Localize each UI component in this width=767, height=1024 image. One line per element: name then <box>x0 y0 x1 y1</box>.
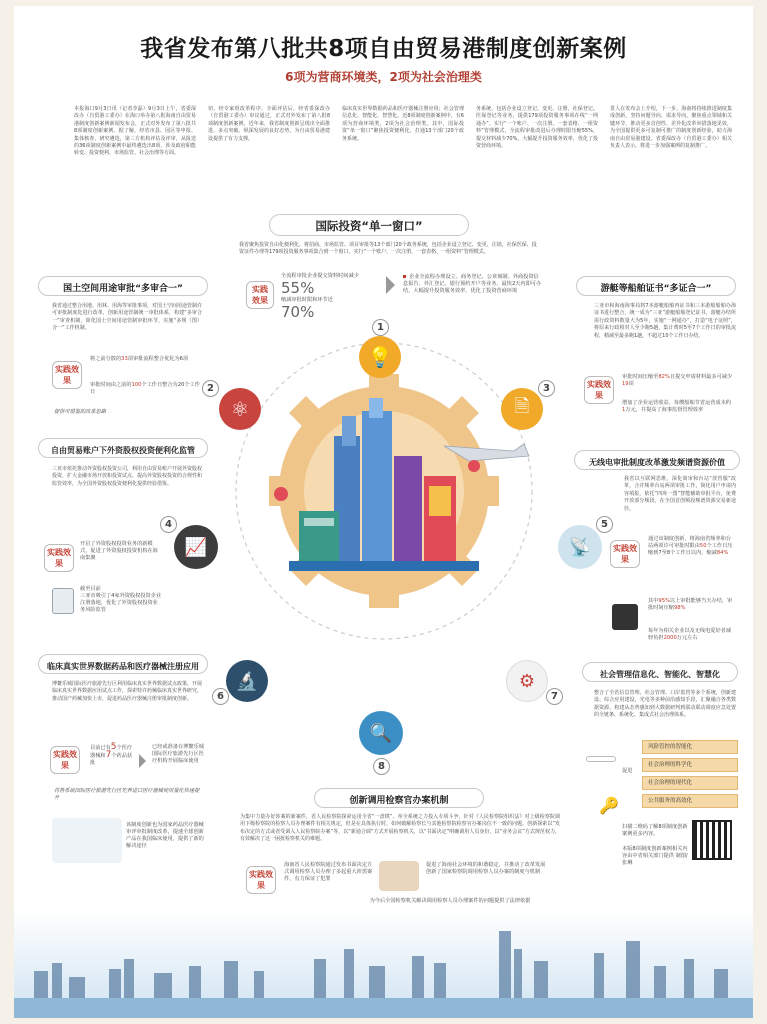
center-stat1-value: 55% <box>281 279 315 297</box>
left2-e2-text: 三亚市吸引了4家外资股权投资企业注册落地，优化了外资股权投资业务风险监管 <box>80 593 162 613</box>
right3-label: 促进 <box>622 768 633 774</box>
right2-effect3 <box>648 628 736 642</box>
right1-badge: 实践效果 <box>584 376 614 404</box>
circle-7 <box>506 660 548 702</box>
document-icon: 🗎 <box>514 396 530 417</box>
right3-item: 风险管控的智能化 <box>642 740 738 754</box>
atom-icon: ⚛ <box>231 397 249 421</box>
network-icon: ⚙ <box>518 670 536 692</box>
right3-badge <box>586 756 616 762</box>
intro-col-4: 务系统，包括企业设立登记、变更、注册，社保登记、医保登记等业务，提供179项投资服务事项在线“一网通办”。实行“一个账户、一次注册、一套表格、一组资料”管理模式，全流程审批改进后办理时限压缩55%，提交材料减少70%，大幅提升投资服务效率，优化了投资营商环境。 <box>476 106 598 150</box>
left3-sub: 该制度创新也为国家药品医疗器械审评审批制度改革，提速全球创新产品在我国临床使用，提供了新的解决途径 <box>126 822 204 849</box>
bottom-effect-right <box>426 862 566 876</box>
right2-tag-text: 无线电审批制度改革激发频谱资源价值 <box>589 458 725 467</box>
key-icon: 🔑 <box>599 796 619 815</box>
center-tag <box>269 214 469 236</box>
number-5: 5 <box>596 516 613 533</box>
right2-badge: 实践效果 <box>610 540 640 568</box>
right2-effect2 <box>648 598 736 612</box>
page-title-wrap <box>14 30 753 85</box>
number-1: 1 <box>372 319 389 336</box>
right2-desc: 我省以互联网思维，深化简审和台站“放管服”改革，合并频率台站两项审批工作，简化用户申请内容填报，依托“四库一图”智能辅助审批平台，免费开放部分频段，在全国首创频段频谱资源交易新途径。 <box>624 476 736 512</box>
left3-effect <box>90 744 136 767</box>
medical-device-illustration <box>52 818 122 863</box>
right2-e3-pre: 每年为相关企业以及无线电爱好者减轻负担 <box>648 628 732 641</box>
right3-credit: 本版8项制度创新案例相关内容由中省相关部门提供 制图/张琳 <box>622 846 688 866</box>
center-badge: 实践效果 <box>246 281 274 309</box>
right3-item: 公共服务的高效化 <box>642 794 738 808</box>
left1-effect1 <box>90 356 200 363</box>
right1-e2-pre: 增加了企业运营收益，每艘船舶节省运营成本约 <box>622 400 731 406</box>
right2-e2-pre: 其中 <box>648 598 659 604</box>
right3-item: 社会治理的现代化 <box>642 776 738 790</box>
left1-e2-num: 100 <box>131 382 142 388</box>
right1-e2-post: 万元，并提高了海事监督管理效率 <box>625 407 704 413</box>
people-illustration <box>379 861 419 891</box>
number-6: 6 <box>212 688 229 705</box>
left1-e2-pre: 审批时间由之前的 <box>90 382 132 388</box>
left1-badge: 实践效果 <box>52 361 82 389</box>
right2-e3-post: 万元左右 <box>676 635 698 641</box>
left3-note: 将鲁系统国际医疗旅游先行区先养进口医疗器械使用量化快速提升 <box>54 788 200 801</box>
right3-tag-text: 社会管理信息化、智能化、智慧化 <box>600 670 720 679</box>
intro-col-1: 本报海口9月3日讯（记者李磊）9月3日上午，省委深改办（自贸港工委办）在海口举办第八批海南自由贸易港制度创新案例新闻发布会，正式对外发布了第八批共8项制度创新案例。据了解，经省市县、园区等申报、集体核查、研究遴选，第三方机构评估及评审，从报送的36项制度创新案例中最终遴选出8项，涉及政府职能转变、投资便利、市场监管、社会治理等方面。 <box>74 106 196 157</box>
right2-e2-num: 95% <box>658 598 670 604</box>
right2-e2-num2: 98% <box>673 605 686 611</box>
left3-e-post: 个药品获批 <box>90 753 133 766</box>
newspaper-page <box>14 6 753 1018</box>
center-stats <box>281 273 381 321</box>
bottom-badge: 实践效果 <box>246 866 276 894</box>
left3-badge: 实践效果 <box>50 746 80 774</box>
right1-e1-post2: 项 <box>628 381 634 387</box>
bottom-e-r2: 创新了国家检察院调用检察人员办案的制度与机制 <box>426 869 541 875</box>
city-skyline-illustration <box>14 911 753 1018</box>
left3-e-pre: 目前已有 <box>90 745 111 751</box>
left3-tag <box>38 654 208 674</box>
right2-e2-mid: 以上审批能够当天办结，审批时间压缩 <box>648 598 733 611</box>
right3-item: 社会治理的科学化 <box>642 758 738 772</box>
right3-tag <box>582 662 738 682</box>
page-subtitle: 6项为营商环境类，2项为社会治理类 <box>285 70 482 84</box>
number-3: 3 <box>538 380 555 397</box>
right1-effect2 <box>622 400 734 414</box>
right1-e2-num: 1 <box>622 407 626 413</box>
number-7: 7 <box>546 688 563 705</box>
arrow-icon <box>139 754 146 768</box>
right3-desc: 整合了全省信息管理、社会管理、口岸监管等多个系统，创新建设、综合应用建设，光电等多种前沿感知手段，汇聚融合各类数据资源，构建从态势感知到大数据研判到联动联动调度应急处置的全链条、系统化、集成式社会治理体系。 <box>594 690 736 719</box>
chip-icon <box>612 604 638 630</box>
bottom-e-r1: 促进了海南社会环境的和谐稳定，并推动了改革发展 <box>426 862 546 868</box>
right1-desc: 三亚市和海南海事局将7本游艇船舶再证书和三本游船船舶办海证书进行整合，统一成为“三亚”游艇船舶登记证书，游艇办结所需行政资料数量大为5年，实施“一网通办”，打造“电子证照”，将原来行政相对人至少跑5趟，集计费时5至7个工作日的审批流程，精减至最多跑1趟，不超过10个工作日办结。 <box>594 303 736 339</box>
right1-tag-text: 游艇等船舶证书“多证合一” <box>600 284 712 294</box>
chart-icon: 📈 <box>184 536 208 558</box>
circle-8 <box>359 711 403 755</box>
left1-e1-post: 项审批流程整合优化为6项 <box>127 356 189 362</box>
bottom-desc: 为集中力量办好涉案的新案件，省人民检察院探索运用全省“一盘棋”，举全系统之力投入专项斗争，针对《人民检察院组织法》对上级检察院调用下级检察院的检察人员办理案件有相关规定，但是在具体执行时，如何破解检察长与其他检察院检察官办案岗位不一致的问题，创新探索以“发布决定的方式或者受调入人民检察院办案”等，以“新通合调”方式开展检察机关，以“书面决定”明确调用人员身份，以“业务会议”方式规范权力，有效解决了这一困扰检察机关的难题。 <box>240 814 560 843</box>
left1-e2-post: 个工作日整合为20个工作日 <box>90 382 200 395</box>
left2-effect1: 开启了外资股权投资业务的新模式，促进了外资股权投资机构在海南集聚 <box>80 541 158 561</box>
center-stat2-label: 缩减审批时限和环节近 <box>281 297 333 303</box>
bottom-tag-text: 创新调用检察官办案机制 <box>349 796 449 806</box>
circle-3 <box>501 388 543 430</box>
left2-e2-pre: 截至目前 <box>80 586 101 592</box>
bullet-icon <box>403 275 406 278</box>
left1-tag-text: 国土空间用途审批“多审合一” <box>63 284 183 294</box>
left1-note: 提供可借鉴的改革思路 <box>54 409 106 415</box>
right2-e1-pre: 通过该制度创新，将海南省频率和台站两项许可审批时限由 <box>648 536 732 549</box>
right1-e1-num: 82% <box>658 374 670 380</box>
intro-col-3: 临床真实世界数据药品和医疗器械注册应用；社会管理信息化、智能化、智慧化。近8项制度创新案例中，有6项为营商环境类，2项为社会治理类。其中，国际投资“单一窗口”聚焦投资便利化，打通13个部门20个政务系统。 <box>342 106 464 142</box>
left3-tag-text: 临床真实世界数据药品和医疗器械注册应用 <box>47 662 199 671</box>
arrow-icon <box>386 276 395 294</box>
right1-tag <box>576 276 736 296</box>
right2-e1-mid: 个工作日压缩到7至8个工作日以内，缩减 <box>648 543 733 556</box>
search-icon: 🔍 <box>369 722 393 744</box>
center-tag-text: 国际投资“单一窗口” <box>315 219 423 233</box>
circle-5 <box>558 525 602 569</box>
left3-e-mid: 个医疗器械和 <box>90 745 133 759</box>
number-2: 2 <box>202 380 219 397</box>
intro-col-5: 贯人在发布会上介绍，下一步，海南将持续推进制度集成创新，坚持问题导向、需求导向，聚焦重点领域和关键环节，推动更多首创性、差异化改革举措落地见效，为全国提供更多可复制可推广的制度创新经验，助力海南自由贸易港建设。省委深改办（自贸港工委办）相关负责人表示，将进一步加强案例的复制推广。 <box>610 106 732 150</box>
right2-e3-num: 2000 <box>663 635 677 641</box>
left2-effect2 <box>80 586 162 614</box>
satellite-icon: 📡 <box>568 536 592 558</box>
bottom-tag <box>314 788 484 808</box>
center-desc: 我省聚焦投资自由化便利化，将招商、市场监管、项目审批等13个部门20个政务系统，包括企业设立登记、变更、注销，社保医保、投资证件办理等179项投资服务事项集合到一个窗口，实行“一个账户、一次注册、一套表格、一组资料”管理模式。 <box>239 242 537 256</box>
center-stat2-value: 70% <box>281 303 315 321</box>
left2-tag-text: 自由贸易账户下外资股权投资便利化监管 <box>51 446 195 455</box>
circle-4 <box>174 525 218 569</box>
left1-desc: 我省通过整合用地、用林、用海等审批事项，对国土空间用途管制许可审批制度化进行改革，创新用途管制统一审批体系，构建“多审合一”审查机制，简化国土空间用途管制审批环节，实施“多规（图）合一”工作机制。 <box>52 303 203 332</box>
number-4: 4 <box>160 516 177 533</box>
left3-desc: 博鳌乐城国际医疗旅游先行区利用临床真实世界数据试点政策，开展临床真实世界数据应用试点工作，探索特许药械临床真实世界研究，推动国产药械加快上市，促进药品医疗器械注册审批制度创新。 <box>52 681 203 702</box>
page-title: 我省发布第八批共8项自由贸易港制度创新案例 <box>140 36 627 62</box>
left3-effect-right: 已经或准备在博鳌乐城国际医疗旅游先行区医疗机构开展临床使用 <box>152 744 204 764</box>
right3-qr-text: 扫描二维码了解8项制度创新案例更多内容。 <box>622 824 688 837</box>
left3-e-num2: 7 <box>105 750 112 760</box>
right2-e1-num: 50 <box>699 543 707 549</box>
center-effect <box>403 274 543 295</box>
intro-col-2: 切，经专家组改革程序，全面评估后，经省委深改办（自贸港工委办）审议通过，正式对外发布了第八批8项制度创新案例。近年来，我省制度创新呈现出全面推进、多点突破、纵深发展的良好态势，为自由贸易港建设提供了有力支撑。 <box>208 106 330 142</box>
right1-e1-pre: 审批时间压缩至 <box>622 374 659 380</box>
right2-effect1 <box>648 536 736 557</box>
right2-tag <box>574 450 740 470</box>
right1-effect1 <box>622 374 734 388</box>
left3-e-num: 5 <box>110 742 117 752</box>
left2-badge: 实践效果 <box>44 544 74 572</box>
left1-e1-pre: 将之前分散的 <box>90 356 122 362</box>
bottom-effect-left: 海南省人民检察院通过发布书面决定方式调用检察人员办理了多起重大涉黑案件，有力保证了犯罪 <box>284 862 373 882</box>
circle-1 <box>359 336 401 378</box>
lightbulb-icon: 💡 <box>367 345 393 369</box>
right1-e1-post: 且提交申请材料最多可减少 <box>669 374 733 380</box>
left1-effect2 <box>90 382 200 396</box>
left2-desc: 三亚市依托推动外资股权投资公司，利用自由贸易账户开展外资股权投资，扩大金融市场开放和投资试点，提高外资股权投资的合规性和监管效率，为全国外资股权投资便利化提供经验借鉴。 <box>52 466 203 487</box>
circle-2 <box>219 388 261 430</box>
left2-tag <box>38 438 208 458</box>
left1-tag <box>38 276 208 296</box>
microscope-icon: 🔬 <box>235 670 259 692</box>
right1-e1-num2: 19 <box>622 381 629 387</box>
center-effect-text: 企业全流程办理设立、商务登记、公章刻制、外商投资信息报告、外汇登记、银行预约开户等业务，最快2天内即可办结，大幅提升投资服务效率，优化了投资营商环境 <box>403 274 542 294</box>
circle-6 <box>226 660 268 702</box>
right2-e1-num2: 84% <box>716 550 729 556</box>
number-8: 8 <box>373 758 390 775</box>
center-stat1-label: 全流程审批企业提交资料时间减少 <box>281 273 359 279</box>
calculator-icon <box>52 588 74 614</box>
qr-code[interactable] <box>692 820 732 860</box>
left1-e1-num: 33 <box>121 356 128 362</box>
bottom-e-r3: 为今后全国检察机关解决调用检察人员办理案件的问题提供了法律依据 <box>369 898 531 904</box>
right3-items <box>642 740 738 812</box>
